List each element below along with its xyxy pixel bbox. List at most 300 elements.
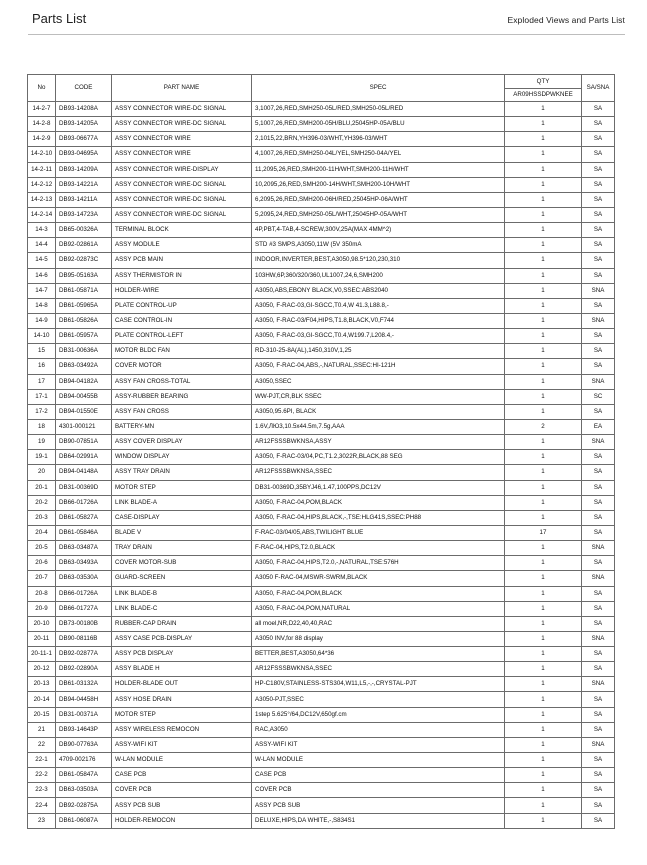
part-qty: 1 xyxy=(505,692,582,707)
table-row xyxy=(28,374,615,389)
part-qty: 1 xyxy=(505,510,582,525)
part-spec: HP-C180V,STAINLESS-STS304,W11,L5,-,-,CRYSTAL-PJT xyxy=(252,677,505,692)
part-code: DB94-04458H xyxy=(56,692,112,707)
part-code: DB93-14209A xyxy=(56,162,112,177)
part-no: 17 xyxy=(28,374,56,389)
part-code: DB90-07851A xyxy=(56,435,112,450)
col-header-model: AR09HSSDPWKNEE xyxy=(505,89,582,102)
part-spec: 11,2095,26,RED,SMH200-11H/WHT,SMH200-11H/WHT xyxy=(252,162,505,177)
part-sa: SNA xyxy=(582,737,615,752)
part-spec: A3050, F-RAC-04,POM,NATURAL xyxy=(252,601,505,616)
part-no: 20-10 xyxy=(28,616,56,631)
part-qty: 1 xyxy=(505,662,582,677)
part-sa: SA xyxy=(582,177,615,192)
part-spec: 5,2095,24,RED,SMH250-05L/WHT,25045HP-05A/WHT xyxy=(252,207,505,222)
part-sa: SA xyxy=(582,783,615,798)
part-code: 4301-000121 xyxy=(56,419,112,434)
part-no: 14-5 xyxy=(28,253,56,268)
part-spec: F-RAC-04,HIPS,T2.0,BLACK xyxy=(252,541,505,556)
part-sa: EA xyxy=(582,419,615,434)
part-no: 20-1 xyxy=(28,480,56,495)
table-row xyxy=(28,298,615,313)
part-name: TERMINAL BLOCK xyxy=(112,223,252,238)
part-no: 20-6 xyxy=(28,556,56,571)
table-row xyxy=(28,465,615,480)
part-sa: SA xyxy=(582,768,615,783)
part-code: DB61-03132A xyxy=(56,677,112,692)
col-header-qty: QTY xyxy=(505,75,582,89)
part-qty: 1 xyxy=(505,177,582,192)
part-spec: AR12FSSSBWKNSA,SSEC xyxy=(252,662,505,677)
part-name: ASSY HOSE DRAIN xyxy=(112,692,252,707)
part-qty: 1 xyxy=(505,647,582,662)
table-row xyxy=(28,435,615,450)
part-name: ASSY-WIFI KIT xyxy=(112,737,252,752)
part-sa: SA xyxy=(582,707,615,722)
part-code: DB31-00371A xyxy=(56,707,112,722)
part-sa: SA xyxy=(582,525,615,540)
table-row xyxy=(28,571,615,586)
part-sa: SA xyxy=(582,798,615,813)
part-spec: 103HW,6P,360/320/360,UL1007,24,6,SMH200 xyxy=(252,268,505,283)
part-name: GUARD-SCREEN xyxy=(112,571,252,586)
part-name: MOTOR STEP xyxy=(112,707,252,722)
part-code: DB61-05846A xyxy=(56,525,112,540)
part-sa: SA xyxy=(582,238,615,253)
part-no: 20-15 xyxy=(28,707,56,722)
table-row xyxy=(28,192,615,207)
table-row xyxy=(28,450,615,465)
table-row xyxy=(28,707,615,722)
part-name: ASSY CONNECTOR WIRE-DC SIGNAL xyxy=(112,102,252,117)
part-code: 4709-002176 xyxy=(56,753,112,768)
part-sa: SA xyxy=(582,192,615,207)
part-qty: 1 xyxy=(505,223,582,238)
part-code: DB66-01726A xyxy=(56,586,112,601)
part-code: DB90-07763A xyxy=(56,737,112,752)
part-qty: 1 xyxy=(505,707,582,722)
part-name: ASSY CONNECTOR WIRE-DC SIGNAL xyxy=(112,177,252,192)
part-sa: SA xyxy=(582,329,615,344)
part-name: MOTOR BLDC FAN xyxy=(112,344,252,359)
part-sa: SNA xyxy=(582,571,615,586)
part-qty: 1 xyxy=(505,737,582,752)
part-name: ASSY PCB MAIN xyxy=(112,253,252,268)
table-row xyxy=(28,117,615,132)
part-no: 16 xyxy=(28,359,56,374)
part-spec: AR12FSSSBWKNSA,ASSY xyxy=(252,435,505,450)
part-qty: 17 xyxy=(505,525,582,540)
part-code: DB31-00369D xyxy=(56,480,112,495)
part-qty: 1 xyxy=(505,571,582,586)
part-no: 22-4 xyxy=(28,798,56,813)
part-code: DB93-06677A xyxy=(56,132,112,147)
part-code: DB90-08116B xyxy=(56,631,112,646)
part-sa: SA xyxy=(582,616,615,631)
part-name: LINK BLADE-A xyxy=(112,495,252,510)
part-spec: AR12FSSSBWKNSA,SSEC xyxy=(252,465,505,480)
part-code: DB65-00326A xyxy=(56,223,112,238)
part-name: ASSY THERMISTOR IN xyxy=(112,268,252,283)
part-no: 14-2-14 xyxy=(28,207,56,222)
part-no: 19-1 xyxy=(28,450,56,465)
parts-table xyxy=(27,74,615,829)
part-qty: 1 xyxy=(505,753,582,768)
part-no: 20-12 xyxy=(28,662,56,677)
part-sa: SA xyxy=(582,404,615,419)
part-no: 14-2-11 xyxy=(28,162,56,177)
table-row xyxy=(28,541,615,556)
part-sa: SNA xyxy=(582,283,615,298)
part-spec: ASSY PCB SUB xyxy=(252,798,505,813)
table-row xyxy=(28,207,615,222)
part-qty: 1 xyxy=(505,541,582,556)
part-code: DB64-02991A xyxy=(56,450,112,465)
part-qty: 1 xyxy=(505,132,582,147)
part-code: DB93-14643P xyxy=(56,722,112,737)
table-row xyxy=(28,268,615,283)
part-code: DB93-14205A xyxy=(56,117,112,132)
part-name: COVER MOTOR xyxy=(112,359,252,374)
col-header-part-name: PART NAME xyxy=(112,75,252,102)
part-code: DB63-03487A xyxy=(56,541,112,556)
table-row xyxy=(28,813,615,828)
part-code: DB93-14221A xyxy=(56,177,112,192)
table-row xyxy=(28,329,615,344)
part-no: 20-8 xyxy=(28,586,56,601)
page-title: Parts List xyxy=(32,11,87,26)
part-code: DB92-02875A xyxy=(56,798,112,813)
part-no: 20-9 xyxy=(28,601,56,616)
part-qty: 1 xyxy=(505,359,582,374)
part-qty: 1 xyxy=(505,313,582,328)
part-name: ASSY CASE PCB-DISPLAY xyxy=(112,631,252,646)
part-name: ASSY TRAY DRAIN xyxy=(112,465,252,480)
part-no: 22 xyxy=(28,737,56,752)
part-name: ASSY CONNECTOR WIRE xyxy=(112,132,252,147)
part-name: ASSY PCB DISPLAY xyxy=(112,647,252,662)
part-sa: SA xyxy=(582,601,615,616)
part-code: DB94-04148A xyxy=(56,465,112,480)
part-qty: 1 xyxy=(505,344,582,359)
part-qty: 1 xyxy=(505,465,582,480)
part-qty: 1 xyxy=(505,798,582,813)
table-row xyxy=(28,344,615,359)
part-qty: 1 xyxy=(505,102,582,117)
part-spec: 5,1007,26,RED,SMH200-05H/BLU,25045HP-05A/BLU xyxy=(252,117,505,132)
part-sa: SA xyxy=(582,480,615,495)
part-no: 14-2-7 xyxy=(28,102,56,117)
part-spec: A3050-PJT,SSEC xyxy=(252,692,505,707)
part-qty: 1 xyxy=(505,495,582,510)
part-spec: A3050,ABS,EBONY BLACK,V0,SSEC:ABS2040 xyxy=(252,283,505,298)
part-spec: A3050 INV,for 88 display xyxy=(252,631,505,646)
part-sa: SA xyxy=(582,132,615,147)
table-row xyxy=(28,147,615,162)
part-code: DB92-02873C xyxy=(56,253,112,268)
part-name: HOLDER-BLADE OUT xyxy=(112,677,252,692)
table-row xyxy=(28,238,615,253)
part-no: 20-5 xyxy=(28,541,56,556)
part-code: DB93-14208A xyxy=(56,102,112,117)
part-code: DB92-02877A xyxy=(56,647,112,662)
part-sa: SA xyxy=(582,753,615,768)
part-no: 20-2 xyxy=(28,495,56,510)
part-sa: SNA xyxy=(582,631,615,646)
part-sa: SA xyxy=(582,662,615,677)
part-name: ASSY FAN CROSS xyxy=(112,404,252,419)
table-row xyxy=(28,495,615,510)
part-qty: 1 xyxy=(505,783,582,798)
part-name: COVER MOTOR-SUB xyxy=(112,556,252,571)
part-spec: A3050,95.6PI, BLACK xyxy=(252,404,505,419)
table-row xyxy=(28,283,615,298)
part-spec: A3050, F-RAC-04,HIPS,T2.0,-,NATURAL,TSE:576H xyxy=(252,556,505,571)
table-row xyxy=(28,480,615,495)
part-code: DB73-00180B xyxy=(56,616,112,631)
col-header-no: No xyxy=(28,75,56,102)
part-no: 20-11 xyxy=(28,631,56,646)
part-qty: 1 xyxy=(505,435,582,450)
part-spec: 10,2095,26,RED,SMH200-14H/WHT,SMH200-10H/WHT xyxy=(252,177,505,192)
part-qty: 1 xyxy=(505,283,582,298)
part-spec: RAC,A3050 xyxy=(252,722,505,737)
table-row xyxy=(28,510,615,525)
part-no: 14-3 xyxy=(28,223,56,238)
part-no: 14-2-9 xyxy=(28,132,56,147)
table-row xyxy=(28,601,615,616)
table-row xyxy=(28,223,615,238)
part-code: DB92-02861A xyxy=(56,238,112,253)
part-qty: 1 xyxy=(505,192,582,207)
part-qty: 1 xyxy=(505,586,582,601)
table-row xyxy=(28,556,615,571)
table-row xyxy=(28,692,615,707)
part-qty: 1 xyxy=(505,374,582,389)
part-no: 14-6 xyxy=(28,268,56,283)
part-no: 22-3 xyxy=(28,783,56,798)
part-code: DB61-06087A xyxy=(56,813,112,828)
part-sa: SA xyxy=(582,450,615,465)
part-code: DB94-04182A xyxy=(56,374,112,389)
table-row xyxy=(28,359,615,374)
part-sa: SA xyxy=(582,223,615,238)
part-code: DB93-14723A xyxy=(56,207,112,222)
part-sa: SA xyxy=(582,647,615,662)
part-no: 14-7 xyxy=(28,283,56,298)
part-qty: 1 xyxy=(505,298,582,313)
table-row xyxy=(28,177,615,192)
part-no: 14-10 xyxy=(28,329,56,344)
part-name: ASSY CONNECTOR WIRE-DC SIGNAL xyxy=(112,192,252,207)
part-name: ASSY WIRELESS REMOCON xyxy=(112,722,252,737)
col-header-spec: SPEC xyxy=(252,75,505,102)
table-row xyxy=(28,102,615,117)
part-name: ASSY COVER DISPLAY xyxy=(112,435,252,450)
part-spec: 3,1007,26,RED,SMH250-05L/RED,SMH250-05L/RED xyxy=(252,102,505,117)
part-code: DB61-05827A xyxy=(56,510,112,525)
part-name: RUBBER-CAP DRAIN xyxy=(112,616,252,631)
part-spec: BETTER,BEST,A3050,64*36 xyxy=(252,647,505,662)
part-qty: 1 xyxy=(505,450,582,465)
part-sa: SA xyxy=(582,813,615,828)
part-code: DB61-05965A xyxy=(56,298,112,313)
part-no: 14-2-8 xyxy=(28,117,56,132)
part-sa: SNA xyxy=(582,374,615,389)
part-no: 17-2 xyxy=(28,404,56,419)
part-qty: 1 xyxy=(505,722,582,737)
part-sa: SA xyxy=(582,495,615,510)
part-no: 19 xyxy=(28,435,56,450)
part-spec: 2,1015,22,BRN,YH396-03/WHT,YH396-03/WHT xyxy=(252,132,505,147)
part-spec: ASSY-WIFI KIT xyxy=(252,737,505,752)
table-row xyxy=(28,419,615,434)
part-spec: 4,1007,26,RED,SMH250-04L/YEL,SMH250-04A/YEL xyxy=(252,147,505,162)
part-qty: 1 xyxy=(505,117,582,132)
part-spec: A3050, F-RAC-03,GI-SGCC,T0.4,W199.7,L208.4,- xyxy=(252,329,505,344)
part-spec: 1step 5.625°/64,DC12V,650gf.cm xyxy=(252,707,505,722)
part-spec: A3050, F-RAC-03/F04,HIPS,T1.8,BLACK,V0,F744 xyxy=(252,313,505,328)
part-qty: 1 xyxy=(505,631,582,646)
part-sa: SA xyxy=(582,102,615,117)
part-qty: 1 xyxy=(505,480,582,495)
part-code: DB93-14211A xyxy=(56,192,112,207)
part-spec: RD-310-25-8A(AL),1450,310V,1,25 xyxy=(252,344,505,359)
part-sa: SA xyxy=(582,465,615,480)
part-no: 20-4 xyxy=(28,525,56,540)
table-row xyxy=(28,753,615,768)
part-sa: SA xyxy=(582,359,615,374)
part-name: ASSY CONNECTOR WIRE xyxy=(112,147,252,162)
table-row xyxy=(28,162,615,177)
part-spec: A3050, F-RAC-04,ABS,-,NATURAL,SSEC:HI-121H xyxy=(252,359,505,374)
part-code: DB63-03530A xyxy=(56,571,112,586)
part-qty: 2 xyxy=(505,419,582,434)
part-name: W-LAN MODULE xyxy=(112,753,252,768)
table-row xyxy=(28,662,615,677)
part-spec: A3050, F-RAC-04,HIPS,BLACK,-,TSE:HLG41S,SSEC:PH88 xyxy=(252,510,505,525)
table-row xyxy=(28,783,615,798)
part-spec: 6,2095,26,RED,SMH200-06H/RED,25045HP-06A/WHT xyxy=(252,192,505,207)
table-row xyxy=(28,768,615,783)
part-spec: W-LAN MODULE xyxy=(252,753,505,768)
part-name: BATTERY-MN xyxy=(112,419,252,434)
part-sa: SA xyxy=(582,344,615,359)
part-code: DB66-01727A xyxy=(56,601,112,616)
table-row xyxy=(28,389,615,404)
col-header-code: CODE xyxy=(56,75,112,102)
part-sa: SA xyxy=(582,207,615,222)
part-qty: 1 xyxy=(505,601,582,616)
part-qty: 1 xyxy=(505,207,582,222)
col-header-sa: SA/SNA xyxy=(582,75,615,102)
table-row xyxy=(28,132,615,147)
parts-table-header xyxy=(28,75,615,102)
part-spec: A3050 F-RAC-04,MSWR-SWRM,BLACK xyxy=(252,571,505,586)
part-spec: all moel,NR,D22,40,40,RAC xyxy=(252,616,505,631)
part-spec: A3050,SSEC xyxy=(252,374,505,389)
header-divider xyxy=(28,34,625,35)
table-row xyxy=(28,253,615,268)
table-row xyxy=(28,631,615,646)
part-name: TRAY DRAIN xyxy=(112,541,252,556)
part-sa: SNA xyxy=(582,541,615,556)
part-qty: 1 xyxy=(505,389,582,404)
part-code: DB66-01726A xyxy=(56,495,112,510)
table-row xyxy=(28,647,615,662)
part-name: CASE CONTROL-IN xyxy=(112,313,252,328)
part-no: 22-2 xyxy=(28,768,56,783)
table-row xyxy=(28,737,615,752)
part-qty: 1 xyxy=(505,768,582,783)
part-no: 14-2-13 xyxy=(28,192,56,207)
part-code: DB95-05163A xyxy=(56,268,112,283)
part-sa: SA xyxy=(582,298,615,313)
section-title: Exploded Views and Parts List xyxy=(507,15,625,25)
part-qty: 1 xyxy=(505,147,582,162)
part-name: LINK BLADE-B xyxy=(112,586,252,601)
part-name: ASSY PCB SUB xyxy=(112,798,252,813)
part-code: DB94-00455B xyxy=(56,389,112,404)
part-qty: 1 xyxy=(505,677,582,692)
table-row xyxy=(28,798,615,813)
part-code: DB61-05871A xyxy=(56,283,112,298)
part-name: CASE-DISPLAY xyxy=(112,510,252,525)
part-no: 17-1 xyxy=(28,389,56,404)
part-code: DB92-02890A xyxy=(56,662,112,677)
part-no: 20-13 xyxy=(28,677,56,692)
table-row xyxy=(28,586,615,601)
part-sa: SNA xyxy=(582,677,615,692)
part-qty: 1 xyxy=(505,268,582,283)
part-code: DB63-03493A xyxy=(56,556,112,571)
part-sa: SNA xyxy=(582,313,615,328)
table-row xyxy=(28,616,615,631)
part-code: DB61-05847A xyxy=(56,768,112,783)
part-no: 20-7 xyxy=(28,571,56,586)
part-sa: SA xyxy=(582,722,615,737)
part-no: 14-4 xyxy=(28,238,56,253)
part-spec: INDOOR,INVERTER,BEST,A3050,98.5*120,230,310 xyxy=(252,253,505,268)
part-name: ASSY FAN CROSS-TOTAL xyxy=(112,374,252,389)
part-name: CASE PCB xyxy=(112,768,252,783)
part-spec: A3050, F-RAC-03/04,PC,T1.2,3022R,BLACK,88 SEG xyxy=(252,450,505,465)
part-spec: 1.6V,ЛЮ3,10.5x44.5m,7.5g,AAA xyxy=(252,419,505,434)
part-qty: 1 xyxy=(505,238,582,253)
part-name: ASSY CONNECTOR WIRE-DC SIGNAL xyxy=(112,117,252,132)
table-row xyxy=(28,313,615,328)
part-name: BLADE V xyxy=(112,525,252,540)
part-qty: 1 xyxy=(505,616,582,631)
part-no: 14-2-10 xyxy=(28,147,56,162)
part-spec: WW-PJT,CR,BLK SSEC xyxy=(252,389,505,404)
part-sa: SA xyxy=(582,556,615,571)
part-no: 18 xyxy=(28,419,56,434)
part-spec: CASE PCB xyxy=(252,768,505,783)
part-no: 14-2-12 xyxy=(28,177,56,192)
part-code: DB93-04695A xyxy=(56,147,112,162)
part-sa: SA xyxy=(582,586,615,601)
part-no: 15 xyxy=(28,344,56,359)
part-code: DB61-05826A xyxy=(56,313,112,328)
part-sa: SA xyxy=(582,147,615,162)
part-sa: SA xyxy=(582,268,615,283)
part-name: LINK BLADE-C xyxy=(112,601,252,616)
part-spec: STD #3 SMPS,A3050,11W (5V 350mA xyxy=(252,238,505,253)
part-sa: SA xyxy=(582,510,615,525)
part-code: DB31-00636A xyxy=(56,344,112,359)
table-row xyxy=(28,525,615,540)
